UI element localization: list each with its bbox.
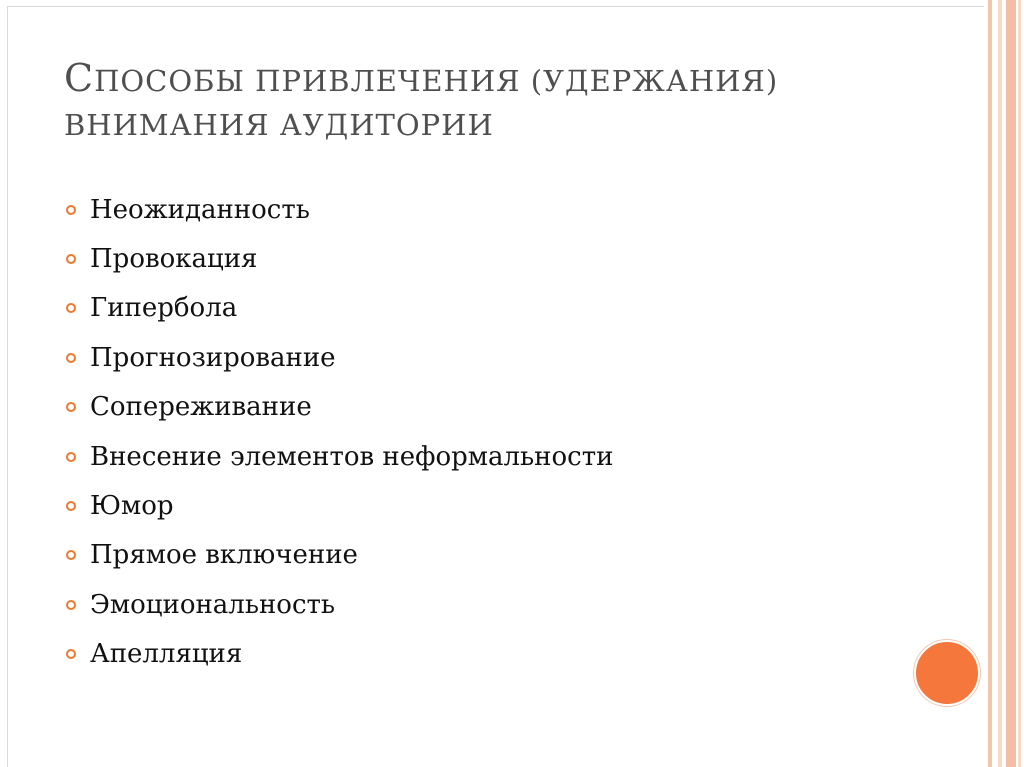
decorative-stripes: [984, 0, 1024, 767]
title-line-1: [64, 56, 944, 103]
list-item-label: Апелляция: [90, 639, 243, 670]
list-item: [66, 531, 613, 580]
stripe: [1018, 0, 1021, 767]
list-item: [66, 234, 613, 283]
title-line-2: ВНИМАНИЯ АУДИТОРИИ: [64, 108, 494, 142]
list-item-label: Внесение элементов неформальности: [90, 441, 614, 472]
list-item-label: Неожиданность: [90, 194, 310, 225]
list-item: [66, 580, 613, 629]
list-item: [66, 383, 613, 432]
decorative-circle-icon: [914, 640, 980, 706]
stripe: [998, 0, 1002, 767]
list-item-label: Провокация: [90, 244, 258, 275]
list-item-label: Прямое включение: [90, 540, 358, 571]
bullet-icon: [66, 649, 76, 659]
title-first-letter: С: [64, 56, 95, 100]
bullet-icon: [66, 550, 76, 560]
slide-title: [64, 56, 944, 147]
list-item: [66, 185, 613, 234]
bullet-icon: [66, 402, 76, 412]
list-item-label: Прогнозирование: [90, 342, 336, 373]
bullet-icon: [66, 205, 76, 215]
title-line-1-rest: ПОСОБЫ ПРИВЛЕЧЕНИЯ (УДЕРЖАНИЯ): [94, 64, 779, 98]
bullet-icon: [66, 254, 76, 264]
list-item-label: Сопереживание: [90, 392, 312, 423]
stripe: [988, 0, 992, 767]
list-item: [66, 481, 613, 530]
bullet-icon: [66, 353, 76, 363]
bullet-icon: [66, 600, 76, 610]
stripe: [1006, 0, 1016, 767]
bullet-list: [66, 185, 613, 679]
list-item: [66, 284, 613, 333]
bullet-icon: [66, 501, 76, 511]
bullet-icon: [66, 452, 76, 462]
list-item-label: Юмор: [90, 491, 174, 522]
list-item-label: Гипербола: [90, 293, 238, 324]
bullet-icon: [66, 303, 76, 313]
list-item: [66, 630, 613, 679]
list-item-label: Эмоциональность: [90, 589, 336, 620]
list-item: [66, 333, 613, 382]
list-item: [66, 432, 613, 481]
